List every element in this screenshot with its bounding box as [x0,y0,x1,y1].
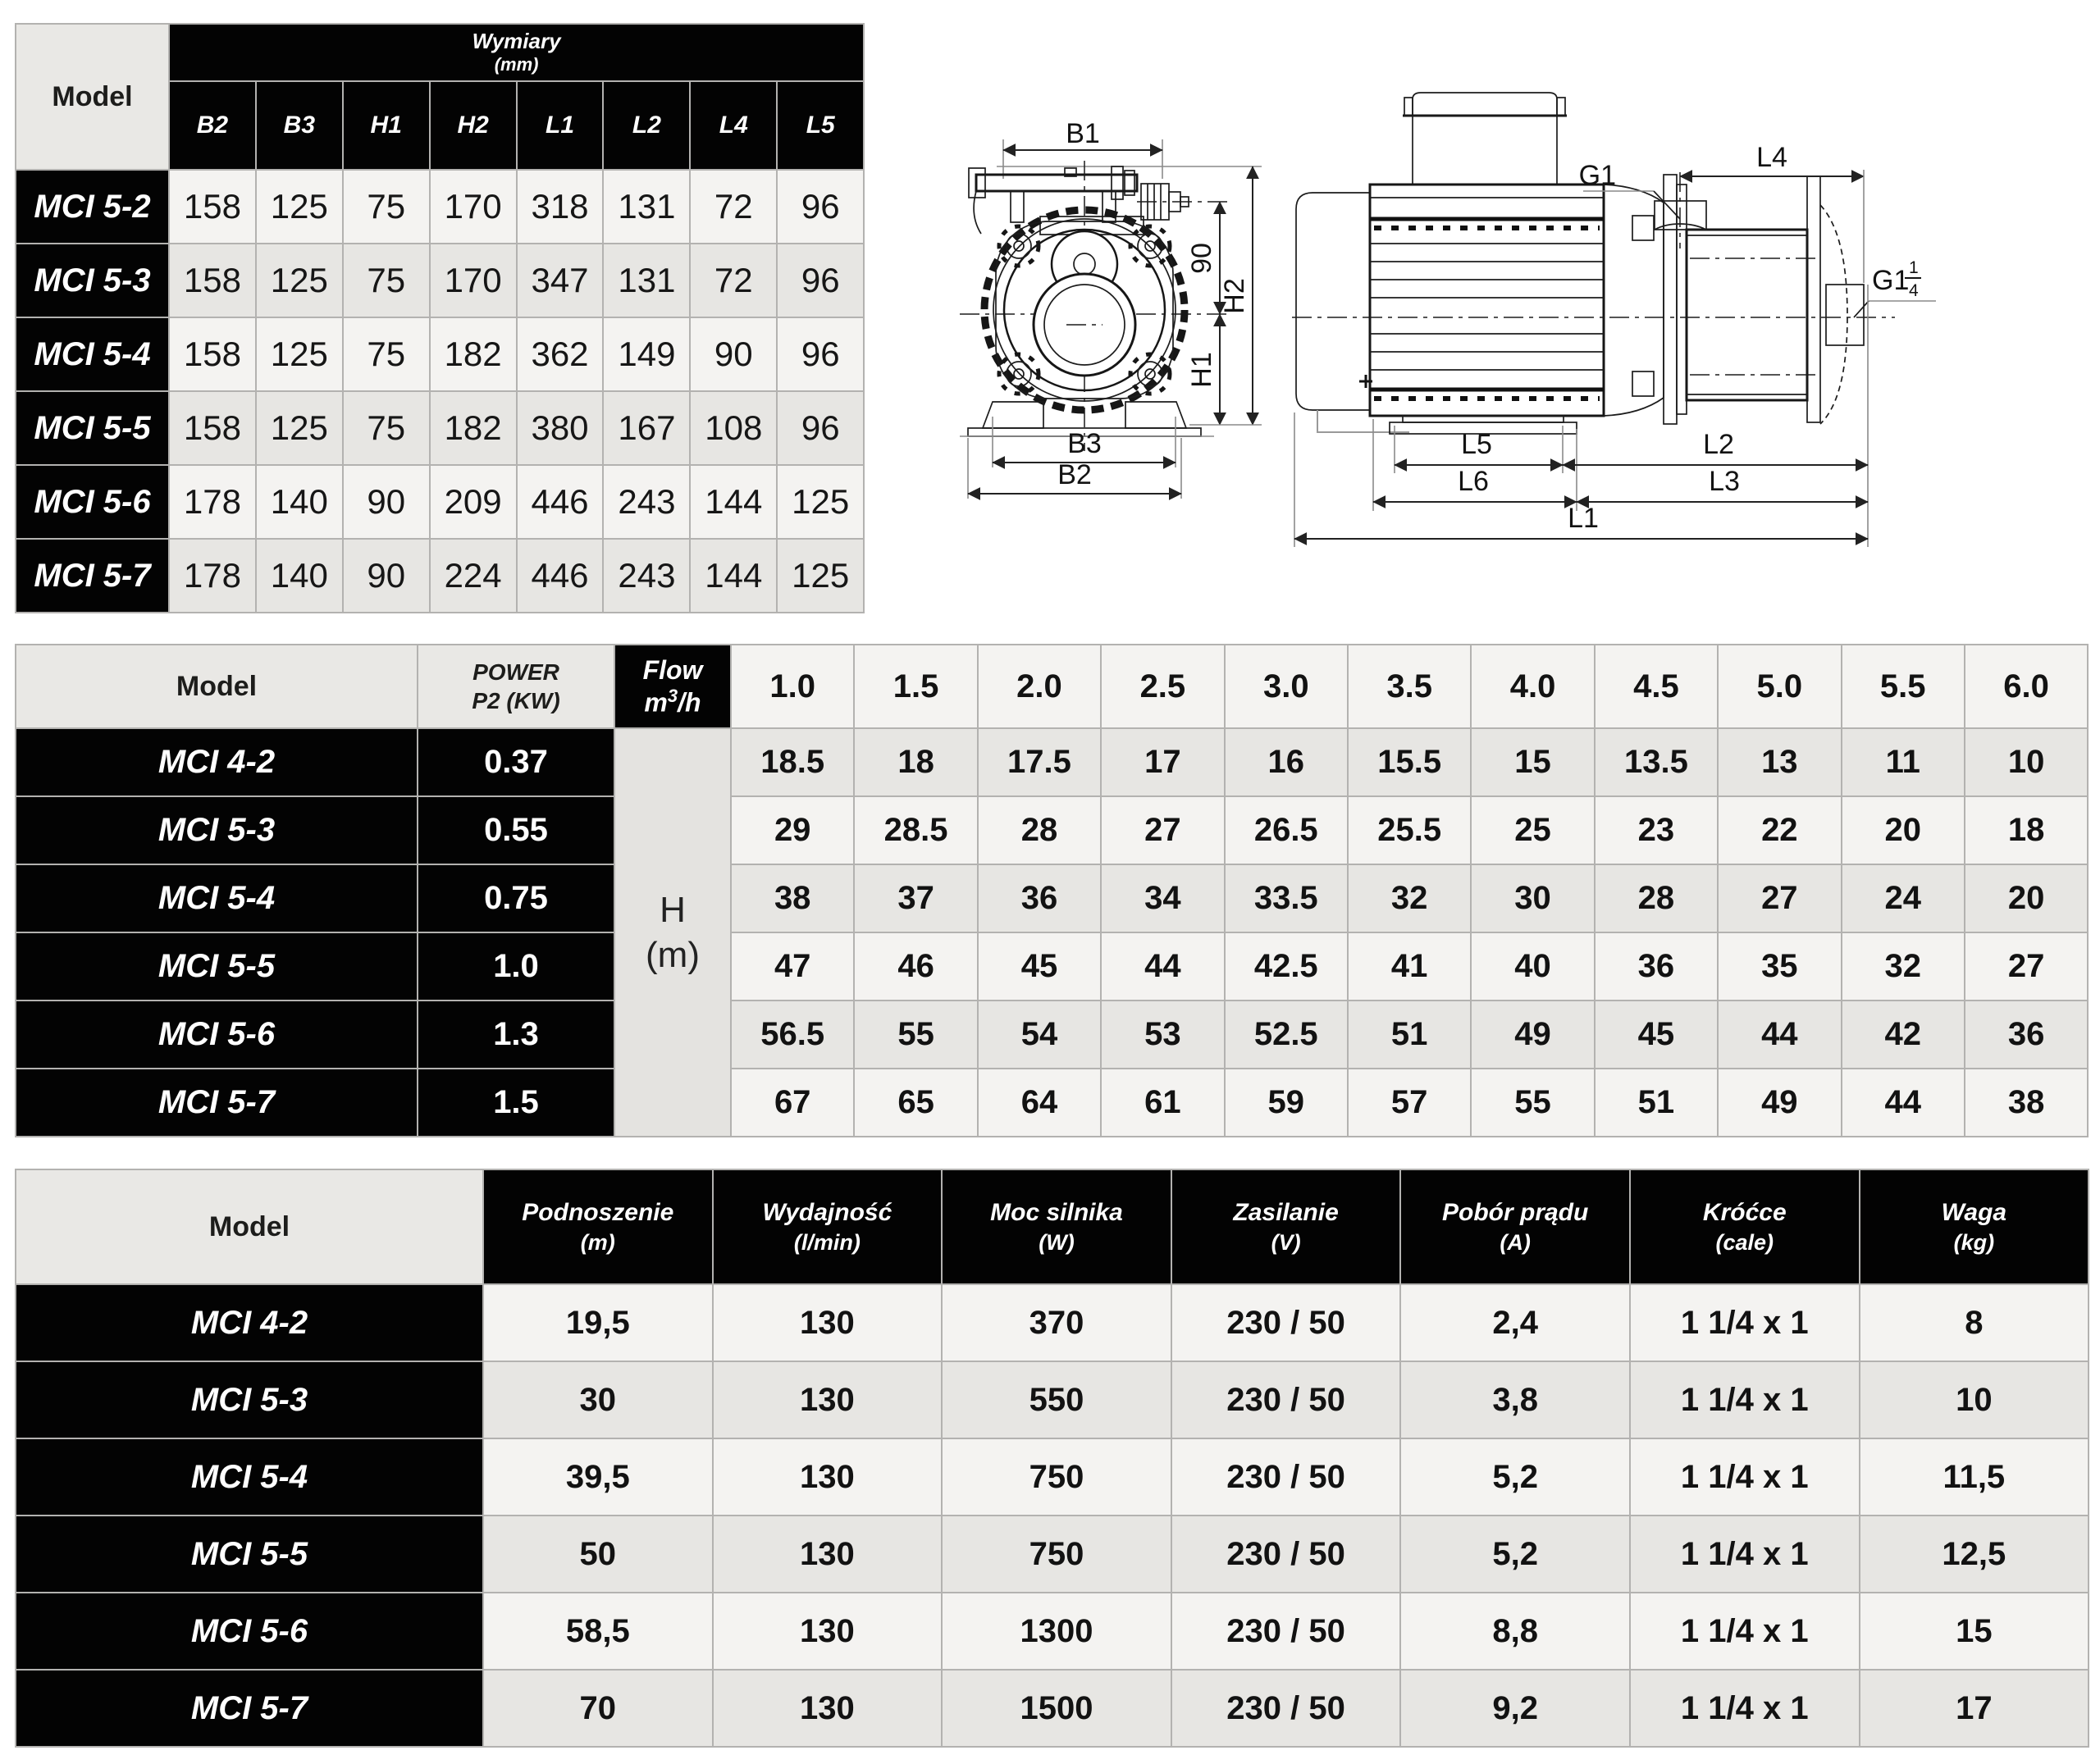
dim-label-l1: L1 [1568,503,1599,534]
spec-value-cell: 30 [483,1361,713,1438]
flow-value-header: 1.5 [854,645,977,728]
spec-unit: (l/min) [793,1229,861,1255]
dimension-value-cell: 96 [777,317,864,391]
head-value-cell: 53 [1101,1001,1224,1069]
spec-title: Podnoszenie [522,1198,674,1226]
dimensions-group-header [169,24,864,81]
spec-value-cell: 750 [942,1516,1171,1593]
dimension-value-cell: 72 [690,244,777,317]
dimension-value-cell: 75 [343,391,430,465]
dimension-value-cell: 209 [430,465,517,539]
dimension-column-header: L5 [777,81,864,170]
dimension-value-cell: 140 [256,539,343,613]
dimensions-table [15,23,865,613]
spec-unit: (W) [1039,1229,1075,1255]
spec-value-cell: 58,5 [483,1593,713,1670]
spec-value-cell: 15 [1860,1593,2089,1670]
head-value-cell: 25.5 [1348,796,1471,864]
head-value-cell: 32 [1842,932,1965,1001]
table-row [16,1001,2088,1069]
spec-value-cell: 230 / 50 [1171,1284,1401,1361]
head-value-cell: 37 [854,864,977,932]
head-value-cell: 34 [1101,864,1224,932]
spec-value-cell: 12,5 [1860,1516,2089,1593]
performance-header-row [16,645,2088,728]
dim-label-l5: L5 [1461,429,1492,460]
spec-value-cell: 2,4 [1400,1284,1630,1361]
power-value-cell: 0.75 [418,864,614,932]
dimension-value-cell: 144 [690,465,777,539]
dimension-column-header: L2 [603,81,690,170]
head-value-cell: 28.5 [854,796,977,864]
dim-label-l4: L4 [1756,142,1787,173]
head-value-cell: 18 [854,728,977,796]
pump-side-view-drawing [1288,62,1944,566]
head-value-cell: 28 [1595,864,1718,932]
power-value-cell: 1.5 [418,1069,614,1137]
spec-unit: (A) [1500,1229,1531,1255]
head-value-cell: 27 [1965,932,2088,1001]
head-value-cell: 47 [731,932,854,1001]
head-value-cell: 44 [1842,1069,1965,1137]
head-value-cell: 15.5 [1348,728,1471,796]
head-value-cell: 36 [1965,1001,2088,1069]
head-unit-cell [614,728,731,1137]
spec-value-cell: 5,2 [1400,1438,1630,1516]
table-row [16,170,864,244]
table-header-row [16,24,864,81]
spec-value-cell: 230 / 50 [1171,1593,1401,1670]
dimension-value-cell: 158 [169,391,256,465]
pump-front-view-drawing [943,64,1280,556]
dimension-value-cell: 144 [690,539,777,613]
spec-value-cell: 70 [483,1670,713,1747]
model-cell: MCI 5-3 [16,796,418,864]
dim-label-b1: B1 [1066,118,1100,149]
head-value-cell: 36 [978,864,1101,932]
dimension-value-cell: 125 [256,391,343,465]
dim-label-l6: L6 [1458,466,1489,497]
dimension-value-cell: 347 [517,244,604,317]
dimension-value-cell: 178 [169,539,256,613]
spec-value-cell: 3,8 [1400,1361,1630,1438]
spec-value-cell: 230 / 50 [1171,1361,1401,1438]
power-column-header [418,645,614,728]
spec-value-cell: 17 [1860,1670,2089,1747]
model-cell: MCI 5-4 [16,1438,483,1516]
model-cell: MCI 5-7 [16,1069,418,1137]
head-value-cell: 57 [1348,1069,1471,1137]
dimension-value-cell: 75 [343,170,430,244]
model-cell: MCI 4-2 [16,1284,483,1361]
head-value-cell: 15 [1471,728,1594,796]
head-label: H [660,890,686,930]
model-cell: MCI 5-5 [16,932,418,1001]
table-row [16,465,864,539]
head-value-cell: 45 [1595,1001,1718,1069]
spec-value-cell: 750 [942,1438,1171,1516]
table-row [16,1670,2089,1747]
head-value-cell: 49 [1718,1069,1841,1137]
dimension-value-cell: 90 [690,317,777,391]
head-value-cell: 24 [1842,864,1965,932]
spec-column-header [1171,1169,1401,1284]
table-row [16,932,2088,1001]
head-value-cell: 29 [731,796,854,864]
spec-title: Moc silnika [990,1198,1123,1226]
head-value-cell: 52.5 [1225,1001,1348,1069]
spec-value-cell: 130 [713,1361,943,1438]
dimension-value-cell: 362 [517,317,604,391]
head-value-cell: 45 [978,932,1101,1001]
head-value-cell: 41 [1348,932,1471,1001]
spec-unit: (kg) [1953,1229,1995,1255]
head-value-cell: 64 [978,1069,1101,1137]
dimension-value-cell: 158 [169,317,256,391]
dimension-value-cell: 318 [517,170,604,244]
table-row [16,796,2088,864]
spec-value-cell: 130 [713,1438,943,1516]
dimension-value-cell: 182 [430,391,517,465]
model-cell: MCI 5-5 [16,391,169,465]
model-cell: MCI 5-4 [16,864,418,932]
dimension-value-cell: 131 [603,244,690,317]
model-cell: MCI 5-6 [16,1001,418,1069]
table-row [16,391,864,465]
head-unit: (m) [646,935,700,975]
head-value-cell: 18 [1965,796,2088,864]
model-column-header: Model [16,24,169,170]
head-value-cell: 11 [1842,728,1965,796]
head-value-cell: 17.5 [978,728,1101,796]
dimension-column-header: H2 [430,81,517,170]
flow-sup: 3 [667,685,678,706]
spec-value-cell: 10 [1860,1361,2089,1438]
performance-table [15,644,2089,1137]
head-value-cell: 44 [1718,1001,1841,1069]
head-value-cell: 54 [978,1001,1101,1069]
spec-column-header [1630,1169,1860,1284]
dimension-value-cell: 75 [343,317,430,391]
spec-column-header [942,1169,1171,1284]
spec-title: Waga [1941,1198,2007,1226]
dimension-value-cell: 125 [777,539,864,613]
dimension-value-cell: 125 [256,244,343,317]
dimension-value-cell: 182 [430,317,517,391]
head-value-cell: 25 [1471,796,1594,864]
head-value-cell: 40 [1471,932,1594,1001]
table-row [16,728,2088,796]
head-value-cell: 28 [978,796,1101,864]
table-row [16,864,2088,932]
dimension-value-cell: 125 [777,465,864,539]
power-unit: P2 (KW) [472,688,560,713]
spec-value-cell: 8,8 [1400,1593,1630,1670]
dimensions-table-body [16,170,864,613]
specs-table [15,1169,2089,1748]
flow-value-header: 3.5 [1348,645,1471,728]
head-value-cell: 18.5 [731,728,854,796]
table-row [16,244,864,317]
head-value-cell: 16 [1225,728,1348,796]
model-cell: MCI 5-2 [16,170,169,244]
head-value-cell: 26.5 [1225,796,1348,864]
spec-column-header [1400,1169,1630,1284]
model-cell: MCI 4-2 [16,728,418,796]
spec-value-cell: 39,5 [483,1438,713,1516]
table-row [16,1516,2089,1593]
head-value-cell: 42.5 [1225,932,1348,1001]
flow-value-header: 1.0 [731,645,854,728]
dimension-value-cell: 158 [169,244,256,317]
dimension-value-cell: 96 [777,244,864,317]
flow-value-header: 4.0 [1471,645,1594,728]
spec-value-cell: 230 / 50 [1171,1670,1401,1747]
spec-value-cell: 550 [942,1361,1171,1438]
power-title: POWER [472,659,559,685]
dim-label-h1: H1 [1186,352,1217,388]
head-value-cell: 22 [1718,796,1841,864]
dimension-column-header: B2 [169,81,256,170]
dimension-value-cell: 96 [777,391,864,465]
power-value-cell: 0.55 [418,796,614,864]
performance-table-body [16,728,2088,1137]
head-value-cell: 38 [731,864,854,932]
spec-value-cell: 8 [1860,1284,2089,1361]
head-value-cell: 27 [1101,796,1224,864]
spec-column-header [483,1169,713,1284]
spec-value-cell: 230 / 50 [1171,1516,1401,1593]
dimension-value-cell: 149 [603,317,690,391]
head-value-cell: 35 [1718,932,1841,1001]
model-cell: MCI 5-6 [16,1593,483,1670]
dimension-value-cell: 72 [690,170,777,244]
head-value-cell: 42 [1842,1001,1965,1069]
head-value-cell: 32 [1348,864,1471,932]
head-value-cell: 23 [1595,796,1718,864]
spec-value-cell: 11,5 [1860,1438,2089,1516]
group-unit: (mm) [494,54,539,75]
dimension-value-cell: 108 [690,391,777,465]
spec-value-cell: 1500 [942,1670,1171,1747]
head-value-cell: 51 [1595,1069,1718,1137]
spec-title: Wydajność [762,1198,892,1226]
specs-header-row [16,1169,2089,1284]
flow-value-header: 4.5 [1595,645,1718,728]
power-value-cell: 1.0 [418,932,614,1001]
dimension-value-cell: 446 [517,539,604,613]
spec-title: Króćce [1702,1198,1787,1226]
flow-value-header: 2.0 [978,645,1101,728]
dimension-value-cell: 125 [256,317,343,391]
head-value-cell: 10 [1965,728,2088,796]
spec-value-cell: 1 1/4 x 1 [1630,1284,1860,1361]
model-cell: MCI 5-7 [16,539,169,613]
table-row [16,1438,2089,1516]
dimension-value-cell: 380 [517,391,604,465]
dimension-value-cell: 140 [256,465,343,539]
table-row [16,539,864,613]
dimension-value-cell: 75 [343,244,430,317]
head-value-cell: 13 [1718,728,1841,796]
specs-table-body [16,1284,2089,1747]
spec-value-cell: 1 1/4 x 1 [1630,1438,1860,1516]
spec-value-cell: 1300 [942,1593,1171,1670]
head-value-cell: 38 [1965,1069,2088,1137]
dimension-value-cell: 90 [343,465,430,539]
head-value-cell: 46 [854,932,977,1001]
dimension-value-cell: 96 [777,170,864,244]
outlet-port-label: G1 [1872,265,1910,296]
model-cell: MCI 5-6 [16,465,169,539]
spec-value-cell: 19,5 [483,1284,713,1361]
dim-label-b2: B2 [1057,459,1092,490]
head-value-cell: 67 [731,1069,854,1137]
inlet-port-label: G1 [1578,160,1616,191]
spec-value-cell: 130 [713,1284,943,1361]
spec-unit: (m) [580,1229,615,1255]
table-row [16,1361,2089,1438]
head-value-cell: 33.5 [1225,864,1348,932]
outlet-frac-num: 1 [1909,258,1919,277]
head-value-cell: 36 [1595,932,1718,1001]
spec-value-cell: 1 1/4 x 1 [1630,1516,1860,1593]
head-value-cell: 55 [854,1001,977,1069]
spec-value-cell: 230 / 50 [1171,1438,1401,1516]
spec-title: Pobór prądu [1442,1198,1589,1226]
spec-value-cell: 1 1/4 x 1 [1630,1593,1860,1670]
model-cell: MCI 5-5 [16,1516,483,1593]
flow-column-header [614,645,731,728]
spec-value-cell: 130 [713,1516,943,1593]
flow-unit: /h [678,687,701,718]
head-value-cell: 55 [1471,1069,1594,1137]
table-row [16,1284,2089,1361]
dim-label-b3: B3 [1067,428,1102,459]
head-value-cell: 27 [1718,864,1841,932]
model-column-header: Model [16,1169,483,1284]
dimension-value-cell: 243 [603,539,690,613]
spec-unit: (cale) [1715,1229,1774,1255]
dimension-value-cell: 170 [430,244,517,317]
head-value-cell: 51 [1348,1001,1471,1069]
group-title: Wymiary [472,29,561,54]
model-cell: MCI 5-4 [16,317,169,391]
head-value-cell: 44 [1101,932,1224,1001]
dim-label-l3: L3 [1709,466,1740,497]
power-value-cell: 1.3 [418,1001,614,1069]
flow-value-header: 3.0 [1225,645,1348,728]
model-cell: MCI 5-3 [16,1361,483,1438]
head-value-cell: 30 [1471,864,1594,932]
dimension-column-header: L1 [517,81,604,170]
model-cell: MCI 5-7 [16,1670,483,1747]
dim-label-90: 90 [1186,243,1217,274]
dim-label-l2: L2 [1703,429,1734,460]
flow-value-header: 6.0 [1965,645,2088,728]
head-value-cell: 59 [1225,1069,1348,1137]
model-column-header: Model [16,645,418,728]
outlet-frac-den: 4 [1909,281,1919,300]
dimension-value-cell: 131 [603,170,690,244]
spec-value-cell: 1 1/4 x 1 [1630,1361,1860,1438]
table-row [16,1069,2088,1137]
head-value-cell: 56.5 [731,1001,854,1069]
spec-unit: (V) [1271,1229,1301,1255]
spec-value-cell: 370 [942,1284,1171,1361]
dimension-value-cell: 243 [603,465,690,539]
dimension-value-cell: 158 [169,170,256,244]
dimension-value-cell: 446 [517,465,604,539]
model-cell: MCI 5-3 [16,244,169,317]
table-row [16,1593,2089,1670]
head-value-cell: 65 [854,1069,977,1137]
flow-value-header: 5.5 [1842,645,1965,728]
dimension-value-cell: 170 [430,170,517,244]
spec-column-header [713,1169,943,1284]
power-value-cell: 0.37 [418,728,614,796]
spec-value-cell: 5,2 [1400,1516,1630,1593]
head-value-cell: 49 [1471,1001,1594,1069]
spec-column-header [1860,1169,2089,1284]
dimension-value-cell: 167 [603,391,690,465]
dimension-column-header: B3 [256,81,343,170]
flow-value-header: 2.5 [1101,645,1224,728]
dimension-value-cell: 178 [169,465,256,539]
dimension-value-cell: 90 [343,539,430,613]
spec-value-cell: 50 [483,1516,713,1593]
dimension-value-cell: 125 [256,170,343,244]
dimension-value-cell: 224 [430,539,517,613]
head-value-cell: 17 [1101,728,1224,796]
spec-value-cell: 130 [713,1593,943,1670]
spec-value-cell: 1 1/4 x 1 [1630,1670,1860,1747]
flow-value-header: 5.0 [1718,645,1841,728]
head-value-cell: 61 [1101,1069,1224,1137]
dimension-column-header: H1 [343,81,430,170]
head-value-cell: 13.5 [1595,728,1718,796]
spec-value-cell: 130 [713,1670,943,1747]
spec-value-cell: 9,2 [1400,1670,1630,1747]
flow-title: Flow m [642,654,703,718]
table-row [16,317,864,391]
dimension-column-header: L4 [690,81,777,170]
spec-title: Zasilanie [1233,1198,1339,1226]
dim-label-h2: H2 [1219,278,1250,314]
head-value-cell: 20 [1842,796,1965,864]
head-value-cell: 20 [1965,864,2088,932]
